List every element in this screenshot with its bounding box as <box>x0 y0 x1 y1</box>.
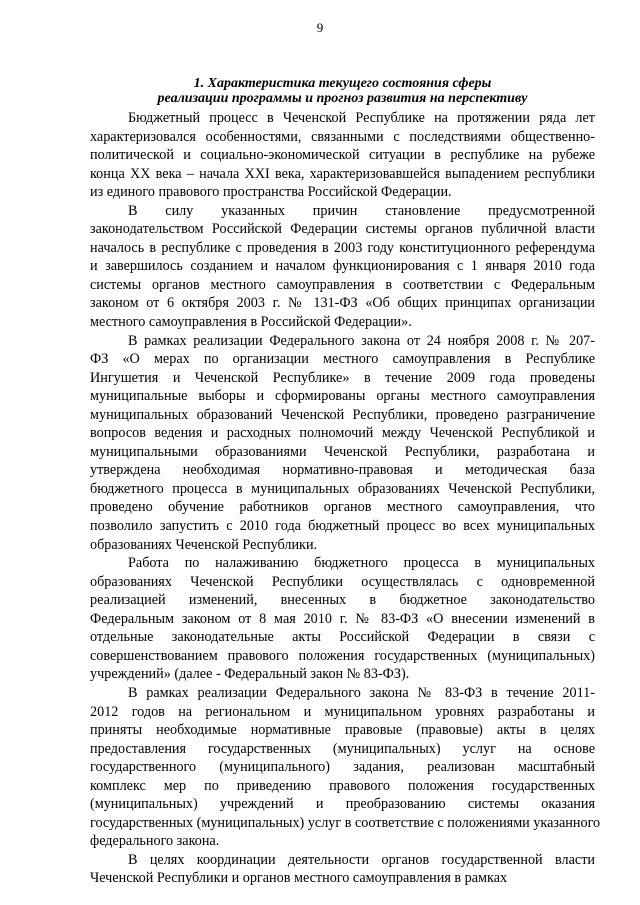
text-line: политической и социально-экономической ситуации в республике на рубеже <box>90 147 595 164</box>
text-line: законом от 6 октября 2003 г. № 131-ФЗ «Об общих принципах организации <box>90 295 595 312</box>
text-line: и завершилось созданием и началом функционирования с 1 января 2010 года <box>90 258 595 275</box>
text-line: муниципальными образованиями Чеченской Республики, разработана и <box>90 443 595 460</box>
text-line: проведено обучение работников органов местного самоуправления, что <box>90 499 595 516</box>
text-line: приняты необходимые нормативные правовые (правовые) акты в целях <box>90 722 595 739</box>
text-line: Чеченской Республики и органов местного самоуправления в рамках <box>90 870 508 887</box>
text-line: началось в республике с проведения в 2003 году конституционного референдума <box>90 239 595 256</box>
text-line: позволило запустить с 2010 года бюджетный процесс во всех муниципальных <box>90 518 595 535</box>
text-line: отдельные законодательные акты Российской Федерации в связи с <box>90 629 595 646</box>
text-line: ФЗ «О мерах по организации местного самоуправления в Республике <box>90 351 595 368</box>
text-line: В рамках реализации Федерального закона № 83-ФЗ в течение 2011- <box>128 684 595 701</box>
text-line: реализацией изменений, внесенных в бюджетное законодательство <box>90 592 595 609</box>
text-line: Бюджетный процесс в Чеченской Республике на протяжении ряда лет <box>128 110 595 126</box>
text-line: характеризовался особенностями, связанными с последствиями общественно- <box>90 128 595 145</box>
text-line: конца XX века – начала XXI века, характеризовавшейся выпадением республики <box>90 165 595 182</box>
text-line: из единого правового пространства Российской Федерации. <box>90 184 452 201</box>
text-line: В рамках реализации Федерального закона от 24 ноября 2008 г. № 207- <box>128 332 595 349</box>
text-line: В целях координации деятельности органов государственной власти <box>128 851 595 868</box>
text-line: законодательством Российской Федерации системы органов публичной власти <box>90 221 595 238</box>
text-line: образованиях Чеченской Республики осуществлялась с одновременной <box>90 573 595 590</box>
text-line: Ингушетия и Чеченской Республике» в течение 2009 года проведены <box>90 369 595 386</box>
paragraph <box>90 851 595 888</box>
text-line: Работа по налаживанию бюджетного процесса в муниципальных <box>128 555 595 572</box>
section-heading-line-1: 1. Характеристика текущего состояния сферы <box>193 76 492 91</box>
text-line: государственного (муниципального) задания, реализован масштабный <box>90 759 595 776</box>
text-line: Федеральным законом от 8 мая 2010 г. № 83-ФЗ «О внесении изменений в <box>90 610 595 627</box>
text-line: образованиях Чеченской Республики. <box>90 536 318 553</box>
text-line: предоставления государственных (муниципальных) услуг на основе <box>90 740 595 757</box>
paragraph <box>90 332 595 555</box>
text-line: комплекс мер по приведению правового положения государственных <box>90 777 595 794</box>
text-line: местного самоуправления в Российской Федерации». <box>90 314 412 331</box>
paragraph <box>90 202 595 332</box>
page-number: 9 <box>316 20 324 35</box>
section-heading-line-2: реализации программы и прогноз развития на перспективу <box>157 91 528 106</box>
section-heading <box>90 76 595 106</box>
text-line: В силу указанных причин становление предусмотренной <box>128 202 595 219</box>
text-line: бюджетного процесса в муниципальных образованиях Чеченской Республики, <box>90 480 595 497</box>
text-line: муниципальных образований Чеченской Республики, проведено разграничение <box>90 406 595 423</box>
text-line: системы органов местного самоуправления в соответствии с Федеральным <box>90 276 595 293</box>
document-body <box>90 109 601 888</box>
paragraph <box>90 554 595 684</box>
text-line: утверждена необходимая нормативно-правовая и методическая база <box>90 462 595 479</box>
paragraph <box>90 109 595 202</box>
text-line: государственных (муниципальных) услуг в соответствие с положениями указанного <box>90 814 601 831</box>
text-line: федерального закона. <box>90 833 220 850</box>
paragraph <box>90 684 601 851</box>
text-line: (муниципальных) учреждений и преобразованию системы оказания <box>90 796 595 813</box>
text-line: 2012 годов на региональном и муниципальном уровнях разработаны и <box>90 703 595 720</box>
text-line: муниципальные выборы и сформированы органы местного самоуправления <box>90 388 595 405</box>
text-line: вопросов ведения и расходных полномочий между Чеченской Республикой и <box>90 425 595 442</box>
text-line: учреждений» (далее - Федеральный закон № 83-ФЗ). <box>90 666 410 683</box>
text-line: совершенствованием правового положения государственных (муниципальных) <box>90 647 595 664</box>
